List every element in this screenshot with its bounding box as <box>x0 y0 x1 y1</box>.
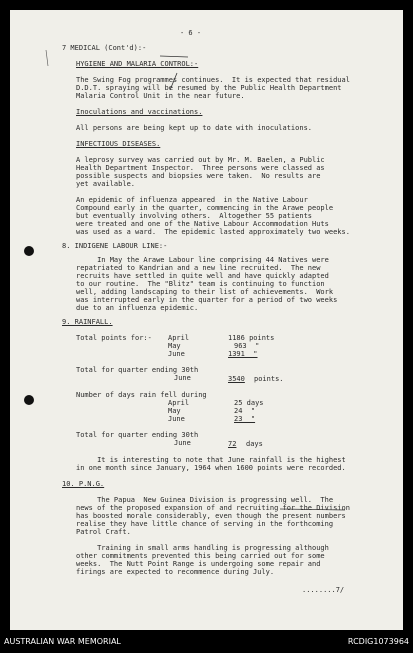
influenza-line: but eventually involving others. Altogether 55 patients <box>76 212 313 220</box>
labour-line: recruits have settled in quite well and have quickly adapted <box>76 272 329 280</box>
punch-hole <box>24 395 34 405</box>
days-label: Number of days rain fell during <box>76 391 207 399</box>
png-line: The Papua New Guinea Division is progressing well. The <box>76 496 334 504</box>
days-value: 25 days <box>234 399 264 407</box>
hygiene-heading: HYGIENE AND MALARIA CONTROL:- <box>76 60 199 68</box>
points-month: May <box>168 342 181 350</box>
training-line: weeks. The Nutt Point Range is undergoing some repair and <box>76 560 321 568</box>
labour-line: repatriated to Kandrian and a new line recruited. The new <box>76 264 321 272</box>
training-line: firings are expected to recommence during July. <box>76 568 275 576</box>
png-line: realise they have little chance of serving in the forthcoming <box>76 520 334 528</box>
footer-source: AUSTRALIAN WAR MEMORIAL <box>4 637 121 646</box>
section-7-heading: 7 MEDICAL (Cont'd):- <box>62 44 147 52</box>
days-month: May <box>168 407 181 415</box>
leprosy-line: possible suspects and biopsies were taken. No results are <box>76 172 321 180</box>
points-label: Total points for:- <box>76 334 152 342</box>
points-month: June <box>168 350 185 358</box>
inoculations-text: All persons are being kept up to date with inoculations. <box>76 124 313 132</box>
section-10-heading: 10. P.N.G. <box>62 480 105 488</box>
days-value: 23 " <box>234 415 256 423</box>
hygiene-line: D.D.T. spraying will be resumed by the Public Health Department <box>76 84 342 92</box>
days-month: April <box>168 399 190 407</box>
footer-record-id: RCDIG1073964 <box>347 637 409 646</box>
png-line: Patrol Craft. <box>76 528 131 536</box>
section-9-heading: 9. RAINFALL. <box>62 318 113 326</box>
points-month: April <box>168 334 190 342</box>
hygiene-line: Malaria Control Unit in the near future. <box>76 92 245 100</box>
points-value: 1391 " <box>228 350 258 358</box>
png-line: news of the proposed expansion of and recruiting for the Division <box>76 504 350 512</box>
quarter-points-month: June <box>174 374 191 382</box>
points-value: 1186 points <box>228 334 275 342</box>
leprosy-line: Health Department Inspector. Three persons were classed as <box>76 164 325 172</box>
labour-line: was interrupted early in the quarter for a period of two weeks <box>76 296 338 304</box>
labour-line: well, adding landscaping to their list of achievements. Work <box>76 288 334 296</box>
quarter-points-unit: points. <box>254 375 284 383</box>
days-value: 24 " <box>234 407 256 415</box>
hygiene-underline-mark <box>160 56 188 57</box>
labour-line: to our routine. The "Blitz" team is continuing to function <box>76 280 325 288</box>
leprosy-line: yet available. <box>76 180 136 188</box>
training-line: Training in small arms handling is progressing although <box>76 544 329 552</box>
influenza-line: An epidemic of influenza appeared in the Native Labour <box>76 196 308 204</box>
quarter-days-value: 72 <box>228 440 237 448</box>
influenza-line: were treated and one of the Native Labour Accommodation Huts <box>76 220 329 228</box>
influenza-line: was used as a ward. The epidemic lasted approximately two weeks. <box>76 228 350 236</box>
leprosy-line: A leprosy survey was carried out by Mr. M. Baelen, a Public <box>76 156 325 164</box>
quarter-points-value: 3540 <box>228 375 245 383</box>
page-number: - 6 - <box>180 29 202 37</box>
labour-line: In May the Arawe Labour line comprising 44 Natives were <box>76 256 329 264</box>
days-month: June <box>168 415 185 423</box>
infectious-heading: INFECTIOUS DISEASES. <box>76 140 161 148</box>
rainfall-note-line: in one month since January, 1964 when 1600 points were recorded. <box>76 464 346 472</box>
continuation-marker: ........7/ <box>302 586 345 594</box>
hygiene-line: The Swing Fog programmes continues. It is expected that residual <box>76 76 350 84</box>
document-page <box>10 10 403 630</box>
training-line: other commitments prevented this being carried out for some <box>76 552 325 560</box>
quarter-days-unit: days <box>246 440 263 448</box>
quarter-days-month: June <box>174 439 191 447</box>
inoculations-heading: Inoculations and vaccinations. <box>76 108 203 116</box>
section-8-heading: 8. INDIGENE LABOUR LINE:- <box>62 242 168 250</box>
punch-hole <box>24 246 34 256</box>
archive-footer <box>0 631 413 653</box>
quarter-days-label: Total for quarter ending 30th <box>76 431 199 439</box>
quarter-points-label: Total for quarter ending 30th <box>76 366 199 374</box>
influenza-line: Compound early in the quarter, commencing in the Arawe people <box>76 204 334 212</box>
labour-line: due to an influenza epidemic. <box>76 304 199 312</box>
png-line: has boosted morale considerably, even though the present numbers <box>76 512 346 520</box>
points-value: 963 " <box>234 342 260 350</box>
margin-mark <box>46 50 48 66</box>
rainfall-note-line: It is interesting to note that June rainfall is the highest <box>76 456 346 464</box>
